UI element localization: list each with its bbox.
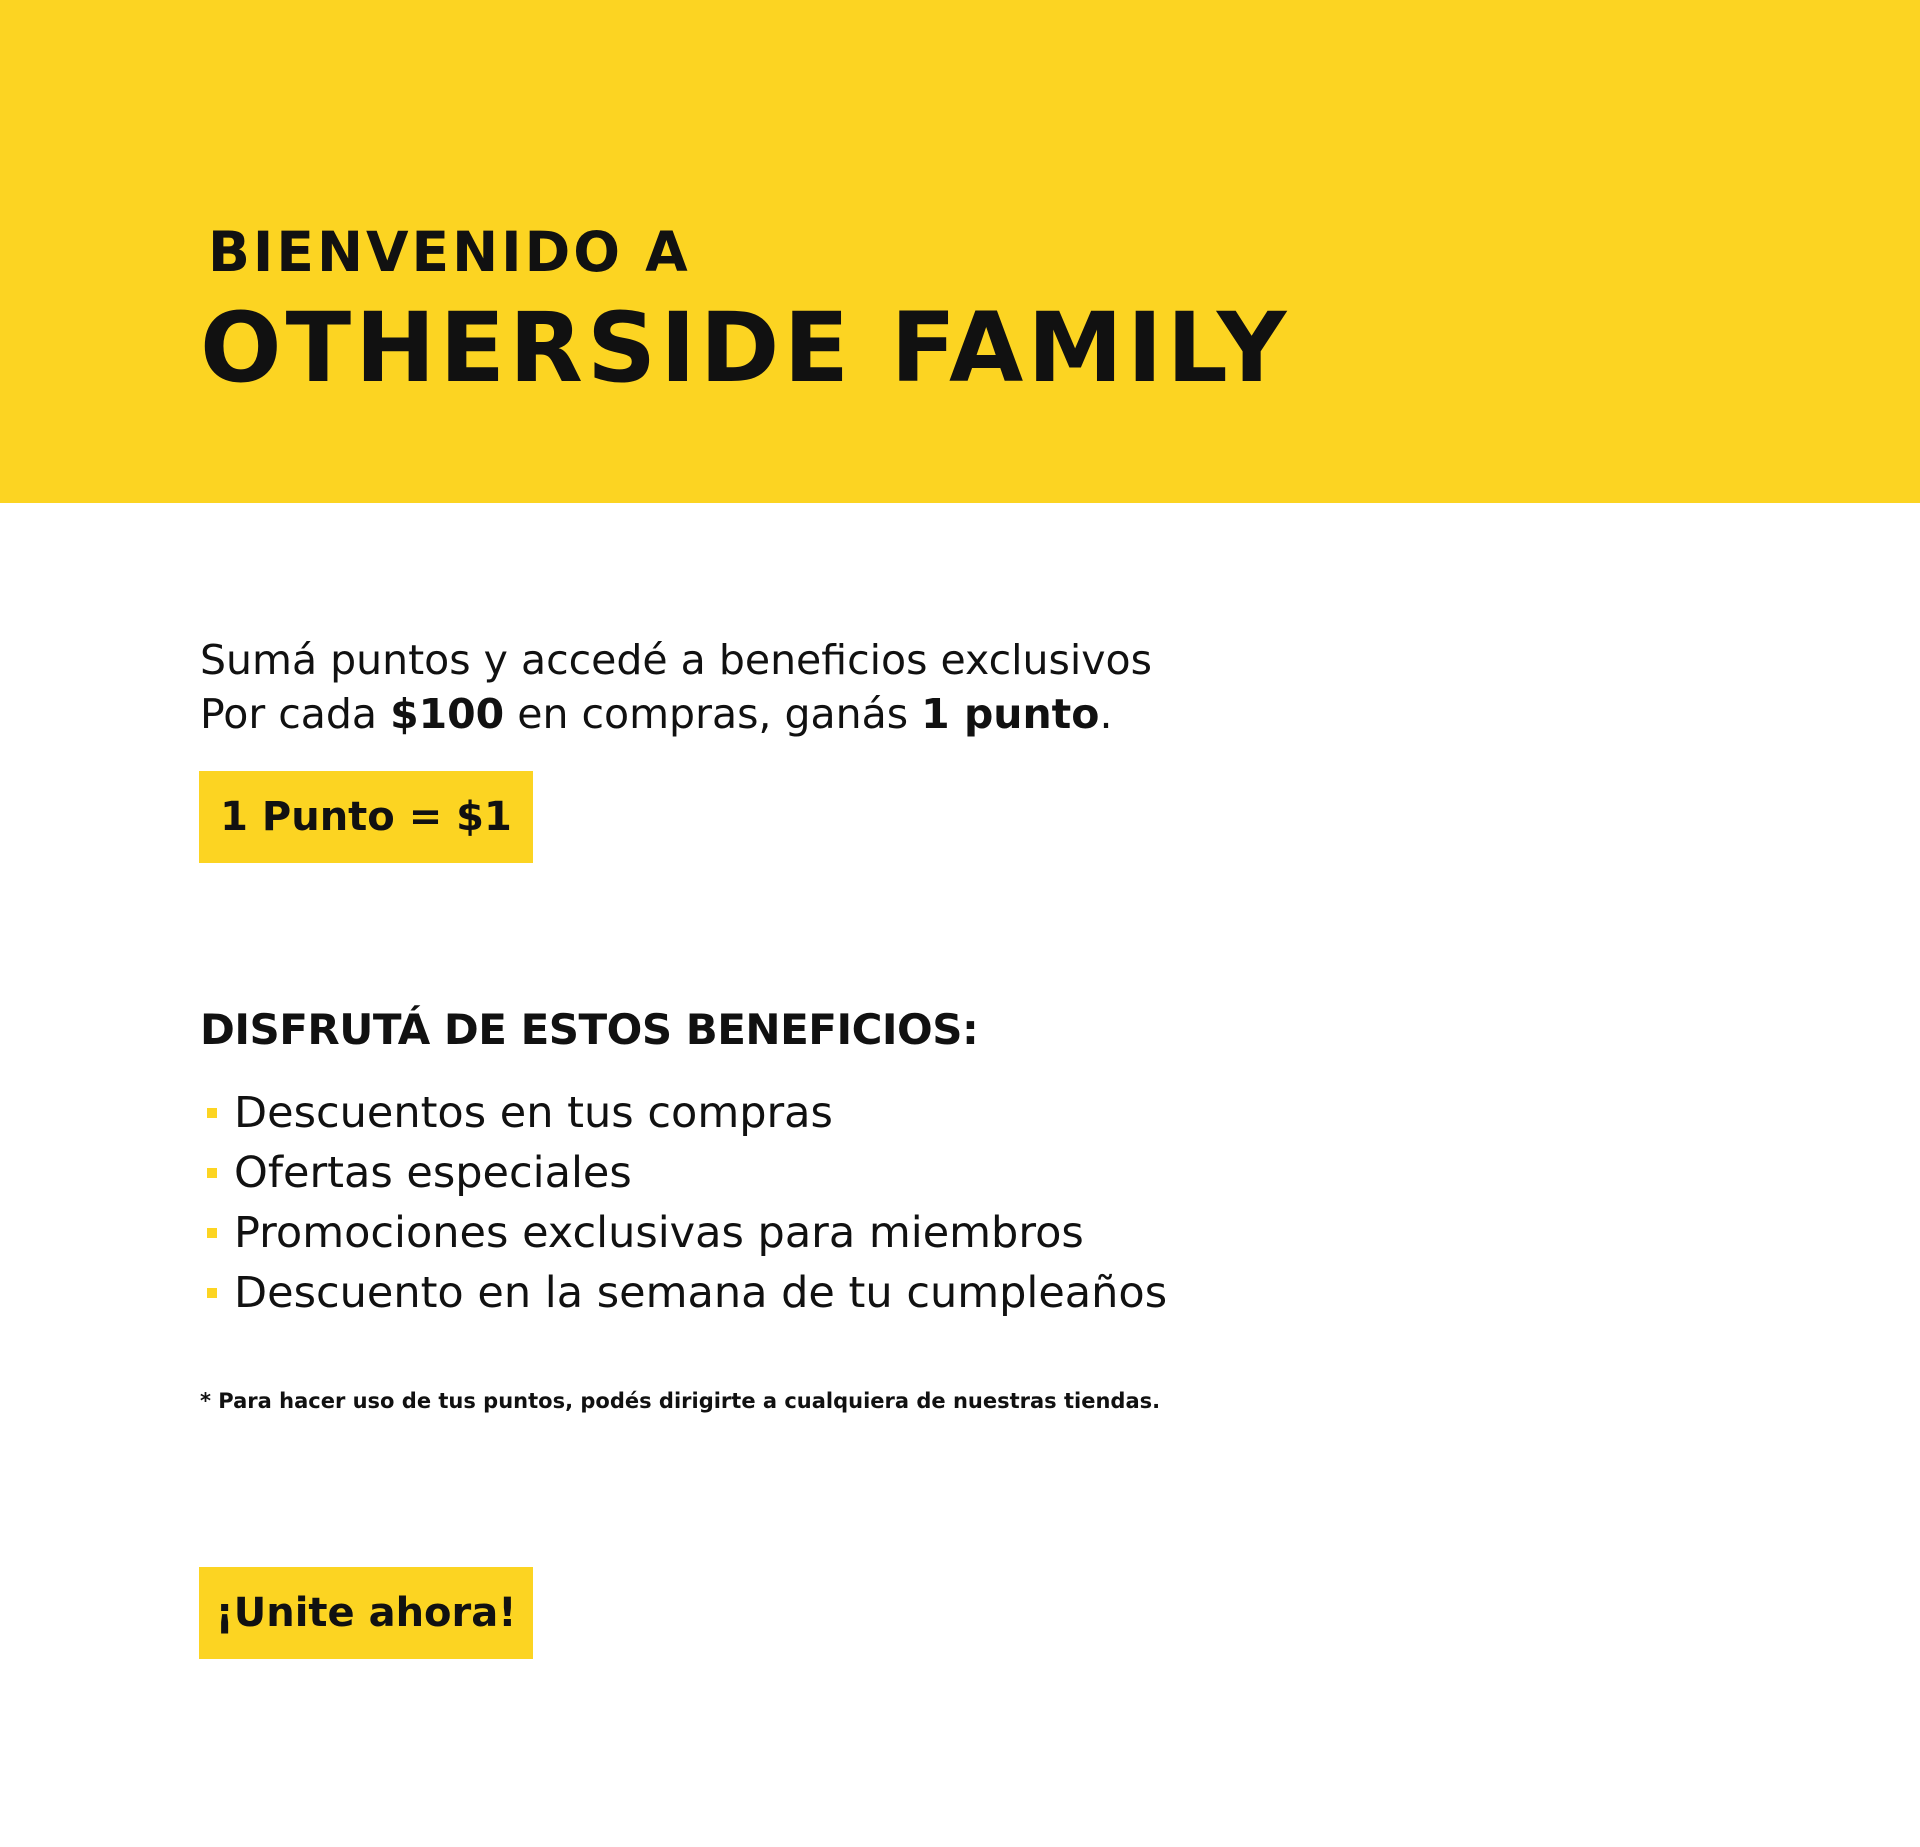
intro-line-2-suffix: .	[1099, 690, 1113, 738]
footnote: * Para hacer uso de tus puntos, podés dirigirte a cualquiera de nuestras tiendas.	[200, 1389, 1161, 1413]
intro-points: 1 punto	[921, 690, 1100, 738]
benefit-item-birthday-discount	[200, 1263, 1167, 1323]
hero-kicker: BIENVENIDO A	[208, 220, 691, 284]
benefit-label: Ofertas especiales	[234, 1148, 632, 1198]
page-title: OTHERSIDE FAMILY	[200, 292, 1291, 404]
square-bullet-icon	[207, 1108, 217, 1118]
benefit-label: Promociones exclusivas para miembros	[234, 1208, 1084, 1258]
intro-line-1: Sumá puntos y accedé a beneficios exclusivos	[200, 636, 1152, 684]
intro-line-2-middle: en compras, ganás	[504, 690, 922, 738]
benefits-list	[200, 1083, 1167, 1323]
benefit-label: Descuentos en tus compras	[234, 1088, 833, 1138]
intro-line-2-prefix: Por cada	[200, 690, 391, 738]
hero-banner	[0, 0, 1920, 503]
benefit-label: Descuento en la semana de tu cumpleaños	[234, 1268, 1168, 1318]
benefits-title: DISFRUTÁ DE ESTOS BENEFICIOS:	[200, 1005, 979, 1054]
intro-text	[200, 633, 1152, 741]
benefit-item-special-offers	[200, 1143, 1167, 1203]
benefit-item-member-promotions	[200, 1203, 1167, 1263]
square-bullet-icon	[207, 1228, 217, 1238]
join-now-button[interactable]: ¡Unite ahora!	[199, 1567, 533, 1659]
points-value-badge: 1 Punto = $1	[199, 771, 533, 863]
intro-line-2	[200, 687, 1152, 741]
intro-amount: $100	[390, 690, 505, 738]
benefit-item-discounts	[200, 1083, 1167, 1143]
square-bullet-icon	[207, 1288, 217, 1298]
square-bullet-icon	[207, 1168, 217, 1178]
